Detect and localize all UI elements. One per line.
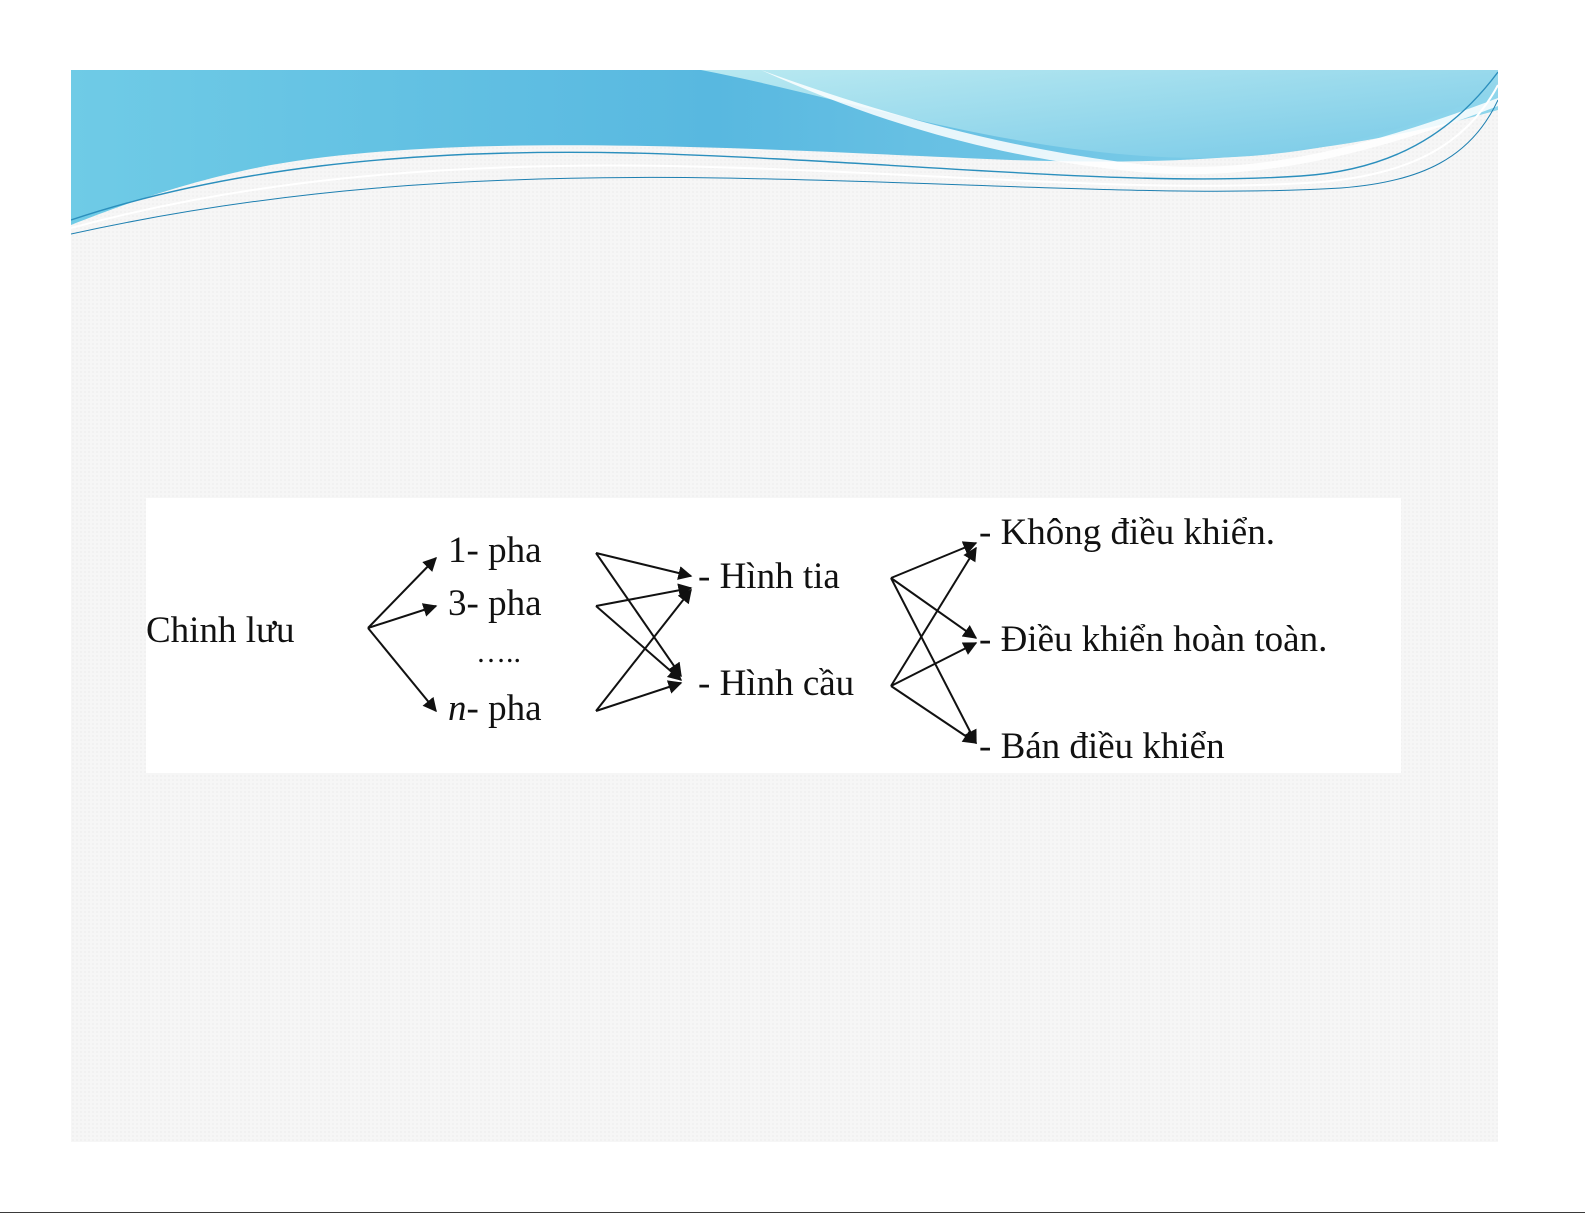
root-label: Chinh lưu [146, 610, 295, 651]
topology-hinh-tia: - Hình tia [698, 556, 840, 597]
arrow-3pha-hinhtia [596, 588, 691, 606]
phase-n-label [448, 690, 542, 727]
slide [71, 70, 1498, 1142]
diagram-panel [146, 498, 1401, 773]
arrow-3pha-hinhcau [596, 606, 681, 680]
wave-banner [71, 70, 1498, 235]
arrow-hinhtia-khong [891, 543, 976, 578]
control-dieu-khien-hoan-toan: - Điều khiển hoàn toàn. [979, 619, 1328, 660]
phase-n-rest: - pha [466, 688, 542, 729]
phase-3-label: 3- pha [448, 583, 542, 624]
arrow-hinhcau-ban [891, 686, 976, 743]
phase-n-italic: n [448, 688, 467, 729]
arrow-root-npha [368, 628, 436, 711]
phase-ellipsis: ….. [476, 636, 521, 669]
arrow-npha-hinhcau [596, 683, 681, 711]
phase-1-label: 1- pha [448, 530, 542, 571]
bottom-rule [0, 1212, 1585, 1213]
arrow-npha-hinhtia [596, 590, 691, 711]
control-ban-dieu-khien: - Bán điều khiển [979, 726, 1225, 767]
arrow-hinhtia-hoantoan [891, 578, 976, 638]
arrow-hinhtia-ban [891, 578, 976, 743]
topology-hinh-cau: - Hình cầu [698, 663, 855, 704]
control-khong-dieu-khien: - Không điều khiển. [979, 512, 1275, 553]
